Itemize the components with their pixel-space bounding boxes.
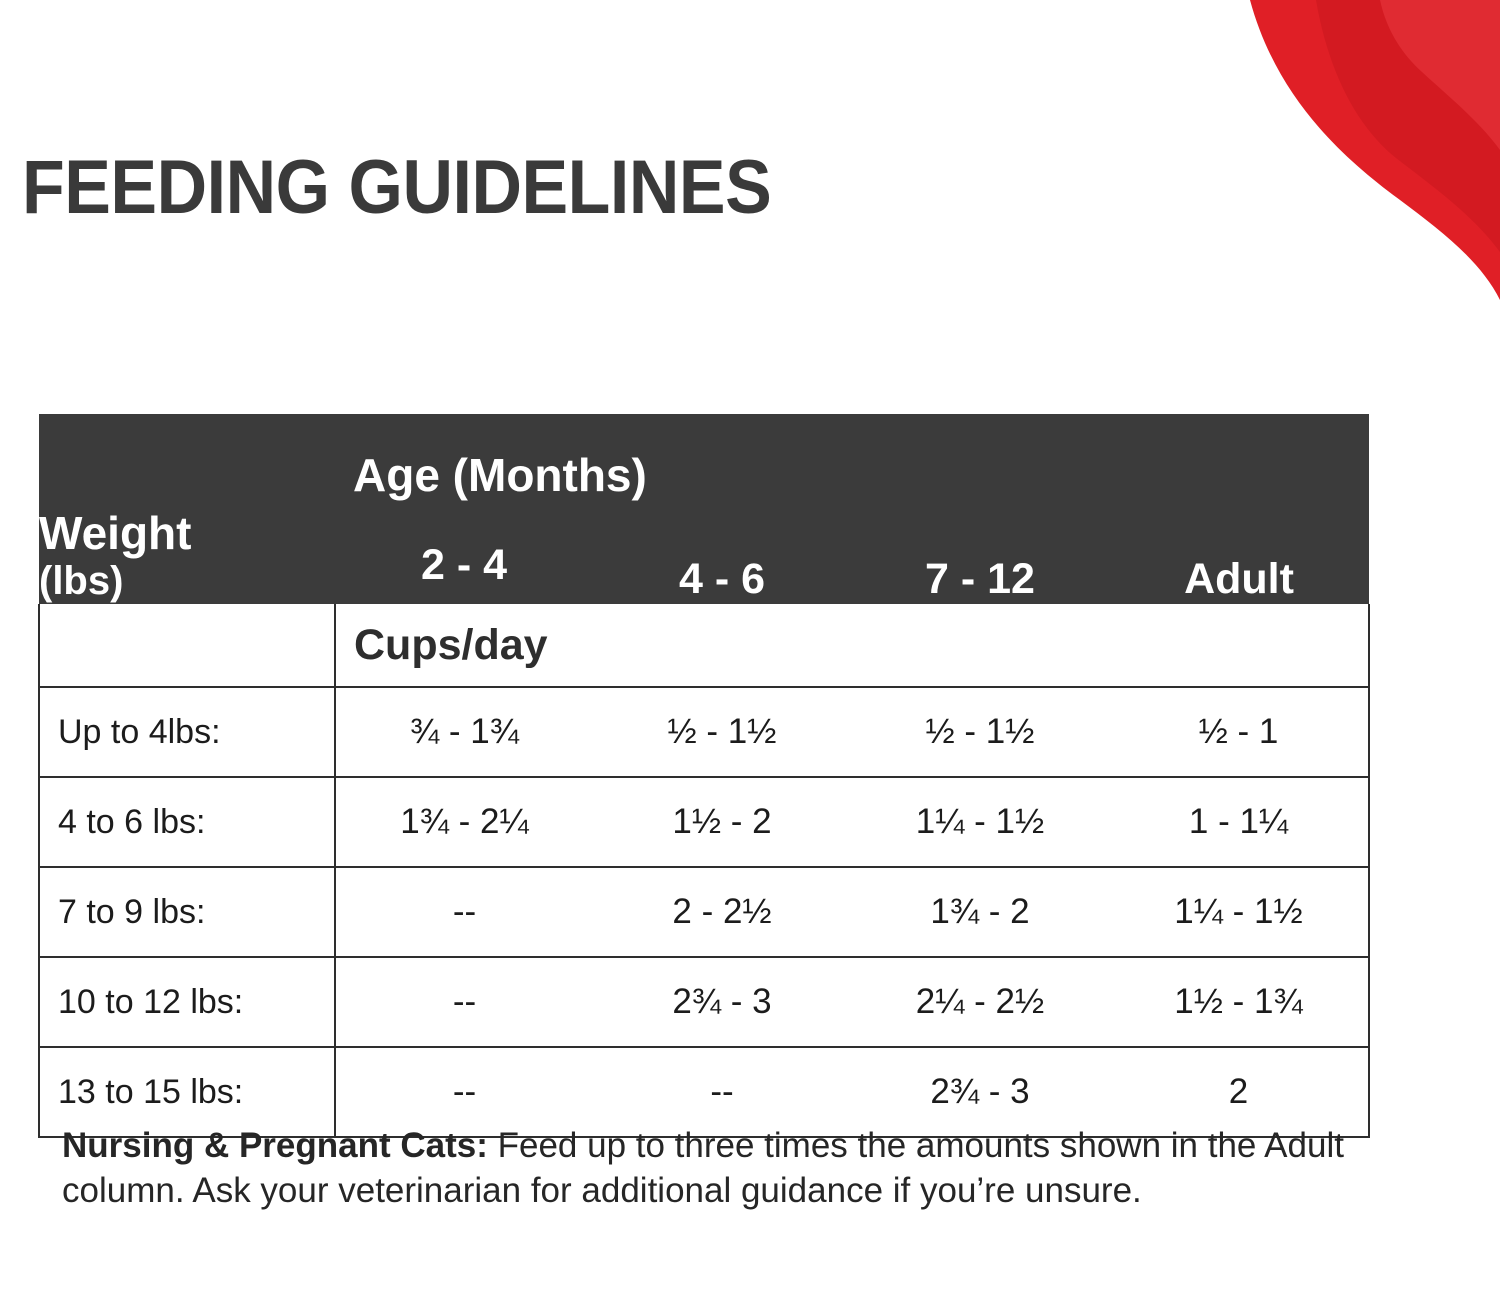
row-value-2-4: ¾ - 1¾ [335, 687, 593, 777]
page-title: FEEDING GUIDELINES [22, 145, 772, 230]
units-row-pad-2 [851, 604, 1109, 687]
footnote-text: Feed up to three times the amounts shown in the Adult column. Ask your veterinarian for additional guidance if you’re unsure. [62, 1126, 1344, 1210]
row-value-7-12: 1¼ - 1½ [851, 777, 1109, 867]
feeding-guidelines-table [38, 414, 1368, 1138]
row-value-7-12: 1¾ - 2 [851, 867, 1109, 957]
footnote-label: Nursing & Pregnant Cats: [62, 1126, 488, 1165]
row-value-adult: ½ - 1 [1109, 687, 1369, 777]
footnote [62, 1124, 1362, 1214]
units-row-pad-3 [1109, 604, 1369, 687]
row-weight-label: 13 to 15 lbs: [39, 1047, 335, 1137]
decorative-red-swoosh [1080, 0, 1500, 420]
header-age-adult: Adult [1109, 414, 1369, 604]
row-value-7-12: 2¼ - 2½ [851, 957, 1109, 1047]
table-row [39, 687, 1369, 777]
row-value-adult: 1½ - 1¾ [1109, 957, 1369, 1047]
table-header-row [39, 414, 1369, 604]
units-row [39, 604, 1369, 687]
row-value-adult: 1 - 1¼ [1109, 777, 1369, 867]
row-value-adult: 1¼ - 1½ [1109, 867, 1369, 957]
table-row [39, 957, 1369, 1047]
row-value-4-6: ½ - 1½ [593, 687, 851, 777]
row-weight-label: 10 to 12 lbs: [39, 957, 335, 1047]
row-value-7-12: ½ - 1½ [851, 687, 1109, 777]
row-weight-label: 7 to 9 lbs: [39, 867, 335, 957]
row-weight-label: 4 to 6 lbs: [39, 777, 335, 867]
row-value-4-6: 2 - 2½ [593, 867, 851, 957]
units-row-pad-1 [593, 604, 851, 687]
row-value-2-4: -- [335, 1047, 593, 1137]
header-age-2-4: 2 - 4 [420, 541, 508, 589]
header-weight [39, 414, 335, 604]
table-row [39, 777, 1369, 867]
row-weight-label: Up to 4lbs: [39, 687, 335, 777]
units-label: Cups/day [335, 604, 593, 687]
row-value-2-4: -- [335, 957, 593, 1047]
header-weight-main: Weight [39, 507, 192, 560]
header-age-7-12: 7 - 12 [851, 414, 1109, 604]
header-age-group [335, 414, 647, 604]
row-value-2-4: 1¾ - 2¼ [335, 777, 593, 867]
row-value-7-12: 2¾ - 3 [851, 1047, 1109, 1137]
header-age-title: Age (Months) [353, 449, 647, 501]
row-value-2-4: -- [335, 867, 593, 957]
table-row [39, 867, 1369, 957]
row-value-4-6: -- [593, 1047, 851, 1137]
row-value-adult: 2 [1109, 1047, 1369, 1137]
row-value-4-6: 2¾ - 3 [593, 957, 851, 1047]
row-value-4-6: 1½ - 2 [593, 777, 851, 867]
units-row-blank [39, 604, 335, 687]
header-weight-sub: (lbs) [39, 559, 124, 603]
header-age-4-6: 4 - 6 [593, 414, 851, 604]
